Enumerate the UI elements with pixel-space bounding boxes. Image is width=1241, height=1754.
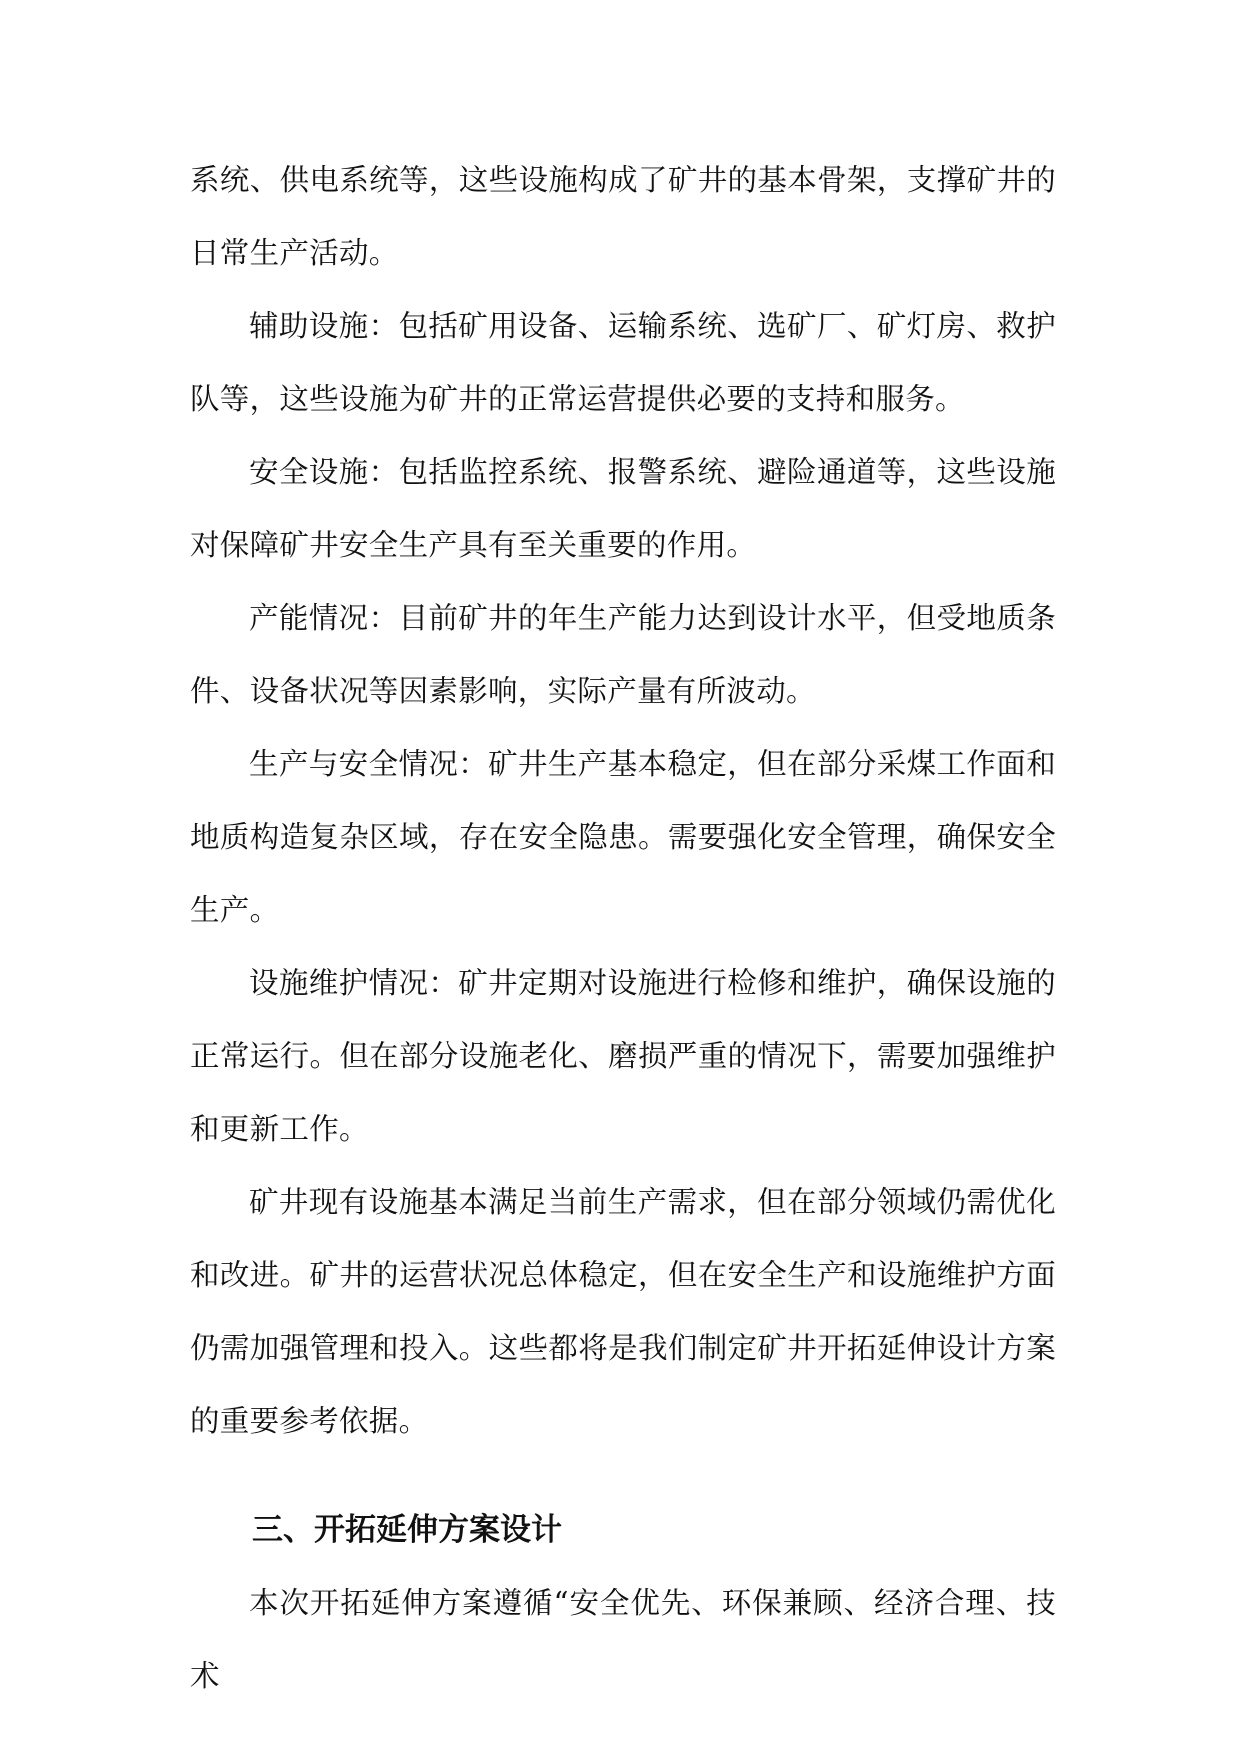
paragraph-production-safety: 生产与安全情况：矿井生产基本稳定，但在部分采煤工作面和地质构造复杂区域，存在安全隐患。需要强化安全管理，确保安全生产。	[190, 747, 1056, 927]
section-spacer	[190, 1458, 1056, 1494]
document-body	[190, 144, 1056, 1713]
section-heading: 三、开拓延伸方案设计	[252, 1512, 562, 1548]
paragraph-auxiliary-facilities: 辅助设施：包括矿用设备、运输系统、选矿厂、矿灯房、救护队等，这些设施为矿井的正常运营提供必要的支持和服务。	[190, 309, 1056, 416]
paragraph-summary: 矿井现有设施基本满足当前生产需求，但在部分领域仍需优化和改进。矿井的运营状况总体稳定，但在安全生产和设施维护方面仍需加强管理和投入。这些都将是我们制定矿井开拓延伸设计方案的重要参考依据。	[190, 1185, 1056, 1438]
paragraph-maintenance: 设施维护情况：矿井定期对设施进行检修和维护，确保设施的正常运行。但在部分设施老化、磨损严重的情况下，需要加强维护和更新工作。	[190, 966, 1056, 1146]
paragraph-capacity: 产能情况：目前矿井的年生产能力达到设计水平，但受地质条件、设备状况等因素影响，实际产量有所波动。	[190, 601, 1056, 708]
paragraph-safety-facilities: 安全设施：包括监控系统、报警系统、避险通道等，这些设施对保障矿井安全生产具有至关重要的作用。	[190, 455, 1056, 562]
paragraph-continued: 系统、供电系统等，这些设施构成了矿井的基本骨架，支撑矿井的日常生产活动。	[190, 163, 1056, 270]
paragraph-section-intro: 本次开拓延伸方案遵循“安全优先、环保兼顾、经济合理、技术	[190, 1586, 1056, 1693]
